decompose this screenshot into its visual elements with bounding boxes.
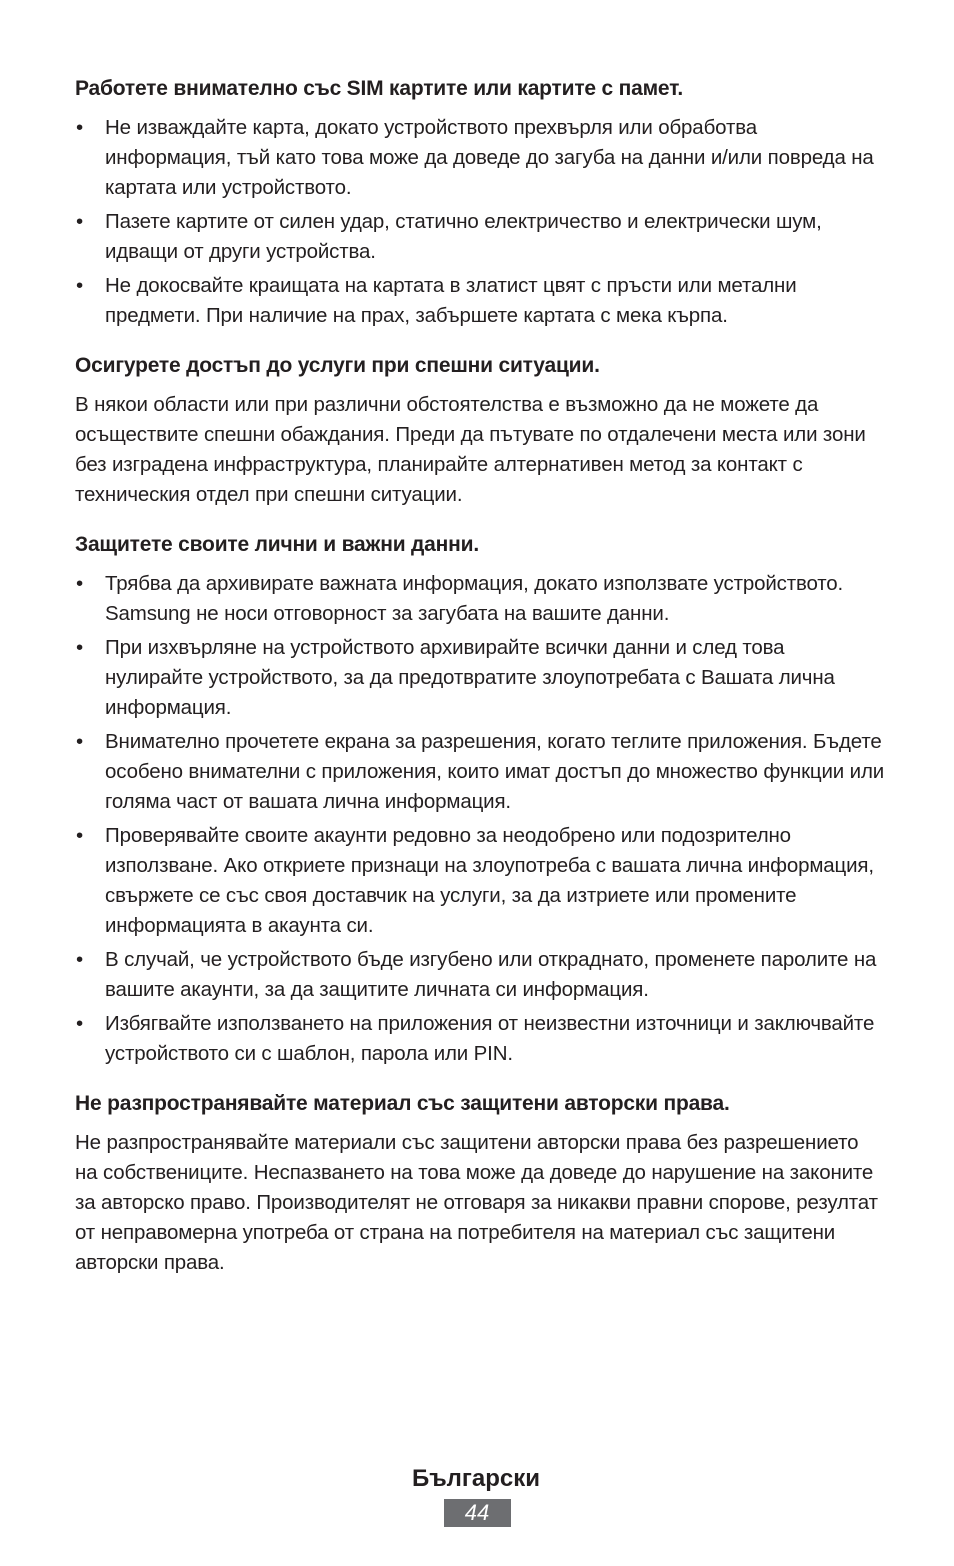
bullet-icon: • (76, 210, 84, 233)
bullet-icon: • (76, 824, 84, 847)
section-title: Осигурете достъп до услуги при спешни ситуации. (75, 354, 600, 377)
bullet-icon: • (76, 730, 84, 753)
list-item (75, 945, 885, 1005)
list-item-text: Проверявайте своите акаунти редовно за неодобрено или подозрително използване. Ако откриете признаци на злоупотреба с вашата лична информация, свържете се със своя доставчик на услуги, за да изтриете или промените информацията в акаунта си. (105, 824, 874, 937)
list-item-text: При изхвърляне на устройството архивирайте всички данни и след това нулирайте устройството, за да предотвратите злоупотребата с Вашата лична информация. (105, 636, 835, 719)
list-item-text: В случай, че устройството бъде изгубено или откраднато, променете паролите на вашите акаунти, за да защитите личната си информация. (105, 948, 877, 1001)
bullet-icon: • (76, 1012, 84, 1035)
list-item-text: Избягвайте използването на приложения от неизвестни източници и заключвайте устройството си с шаблон, парола или PIN. (105, 1012, 875, 1065)
bullet-icon: • (76, 116, 84, 139)
list-item (75, 207, 885, 267)
section-copyright (75, 1090, 885, 1278)
bullet-list (75, 113, 885, 331)
list-item (75, 569, 885, 629)
list-item (75, 727, 885, 817)
section-title: Не разпространявайте материал със защитени авторски права. (75, 1092, 730, 1115)
bullet-icon: • (76, 948, 84, 971)
bullet-icon: • (76, 636, 84, 659)
section-sim-cards (75, 75, 885, 331)
list-item (75, 633, 885, 723)
document-page (75, 75, 885, 1299)
list-item-text: Не изваждайте карта, докато устройството прехвърля или обработва информация, тъй като това може да доведе до загуба на данни и/или повреда на картата или устройството. (105, 116, 874, 199)
list-item-text: Пазете картите от силен удар, статично електричество и електрически шум, идващи от други устройства. (105, 210, 822, 263)
list-item-text: Внимателно прочетете екрана за разрешения, когато теглите приложения. Бъдете особено внимателни с приложения, които имат достъп до множество функции или голяма част от вашата лична информация. (105, 730, 885, 813)
list-item (75, 1009, 885, 1069)
page-number-badge: 44 (444, 1499, 511, 1527)
bullet-icon: • (76, 572, 84, 595)
list-item (75, 821, 885, 941)
list-item (75, 113, 885, 203)
list-item-text: Трябва да архивирате важната информация, докато използвате устройството. Samsung не носи отговорност за загубата на вашите данни. (105, 572, 844, 625)
section-paragraph: Не разпространявайте материали със защитени авторски права без разрешението на собствениците. Неспазването на това може да доведе до нарушение на законите за авторско право. Производителят не отговаря за никакви правни спорове, резултат от неправомерна употреба от страна на потребителя на материал със защитени авторски права. (75, 1131, 878, 1274)
list-item-text: Не докосвайте краищата на картата в златист цвят с пръсти или метални предмети. При наличие на прах, забършете картата с мека кърпа. (105, 274, 797, 327)
page-footer (0, 1464, 954, 1527)
section-personal-data (75, 531, 885, 1069)
section-emergency-services (75, 352, 885, 510)
section-paragraph: В някои области или при различни обстоятелства е възможно да не можете да осъществите спешни обаждания. Преди да пътувате по отдалечени места или зони без изградена инфраструктура, планирайте алтернативен метод за контакт с техническия отдел при спешни ситуации. (75, 393, 866, 506)
section-title: Работете внимателно със SIM картите или картите с памет. (75, 77, 684, 100)
footer-language-label: Български (411, 1465, 541, 1492)
bullet-list (75, 569, 885, 1069)
section-title: Защитете своите лични и важни данни. (75, 533, 479, 556)
bullet-icon: • (76, 274, 84, 297)
list-item (75, 271, 885, 331)
